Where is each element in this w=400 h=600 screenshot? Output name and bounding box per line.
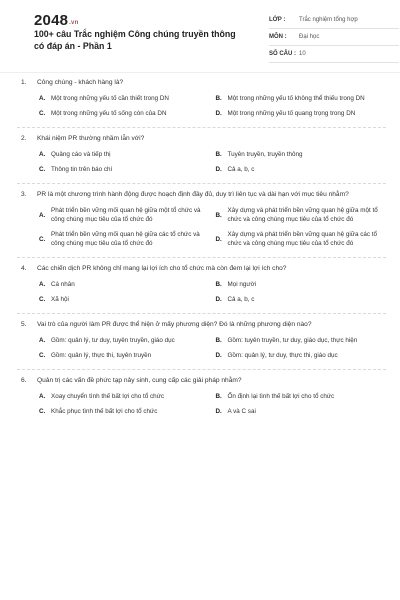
option-letter: D. [215, 235, 222, 243]
option-text: Một trong những yếu tố không thể thiếu trong DN [227, 95, 365, 102]
option-b[interactable] [216, 333, 387, 348]
option-letter: D. [215, 352, 222, 359]
option-letter: D. [215, 296, 222, 303]
option-text: Tuyên truyền, truyền thông [227, 151, 303, 158]
question [17, 78, 386, 128]
option-text: Xây dựng và phát triển bền vững quan hệ giữa một tổ chức và công chúng mục tiêu của tổ chức đó [227, 207, 378, 223]
option-text: Xây dựng và phát triển bền vững quan hệ giữa các tổ chức và công chúng mục tiêu của tổ chức đó [227, 231, 378, 247]
option-a[interactable] [39, 203, 210, 227]
option-letter: A. [39, 151, 46, 158]
option-c[interactable] [39, 404, 210, 419]
option-text: Xã hội [51, 296, 69, 303]
question-number: 3. [21, 191, 27, 198]
option-c[interactable] [39, 348, 210, 363]
option-letter: D. [215, 166, 222, 173]
option-text: Mọi người [227, 281, 257, 288]
question-number: 6. [21, 377, 27, 384]
question-text: Khái niệm PR thường nhầm lẫn với? [37, 135, 145, 142]
option-letter: A. [39, 211, 46, 219]
meta-table [269, 12, 399, 63]
option-text: Một trong những yếu tố sống còn của DN [51, 110, 167, 117]
option-text: Gồm: quản lý, tư duy, thực thi, giáo dục [227, 352, 338, 359]
option-letter: C. [39, 296, 46, 303]
option-text: Một trong những yếu tố cần thiết trong DN [51, 95, 169, 102]
option-a[interactable] [39, 333, 210, 348]
option-b[interactable] [216, 147, 387, 162]
option-text: Cả a, b, c [227, 296, 255, 303]
option-text: Thông tin trên báo chí [51, 166, 113, 173]
question [17, 190, 386, 258]
option-b[interactable] [216, 91, 387, 106]
option-letter: A. [39, 337, 46, 344]
option-letter: C. [39, 110, 46, 117]
option-a[interactable] [39, 277, 210, 292]
question [17, 320, 386, 370]
meta-value: Trắc nghiệm tổng hợp [299, 17, 358, 23]
option-a[interactable] [39, 91, 210, 106]
meta-row-count [269, 46, 399, 63]
logo-suffix: .vn [69, 20, 79, 26]
question-text: Vai trò của người làm PR được thể hiện ở mấy phương diện? Đó là những phương diện nào? [37, 321, 312, 328]
option-b[interactable] [216, 203, 387, 227]
header [17, 0, 383, 70]
question-number: 2. [21, 135, 27, 142]
option-c[interactable] [39, 292, 210, 307]
question-text: Các chiến dịch PR không chỉ mang lại lợi ích cho tổ chức mà còn đem lại lợi ích cho? [37, 265, 287, 272]
site-logo[interactable] [34, 12, 78, 29]
option-letter: B. [215, 393, 222, 400]
question-number: 5. [21, 321, 27, 328]
option-c[interactable] [39, 227, 210, 251]
option-text: Gồm: quản lý, thực thi, tuyên truyền [51, 352, 152, 359]
option-letter: A. [39, 95, 46, 102]
meta-key: MÔN : [269, 34, 287, 40]
option-text: Phát triển bền vững mối quan hệ giữa các tổ chức và công chúng mục tiêu của tổ chức đó [51, 231, 200, 247]
option-letter: B. [215, 95, 222, 102]
question [17, 264, 386, 314]
option-d[interactable] [216, 106, 387, 121]
option-b[interactable] [216, 389, 387, 404]
option-a[interactable] [39, 147, 210, 162]
option-d[interactable] [216, 348, 387, 363]
option-d[interactable] [216, 227, 387, 251]
option-letter: A. [39, 281, 46, 288]
meta-key: LỚP : [269, 17, 286, 23]
page-title: 100+ câu Trắc nghiệm Công chúng truyền thông có đáp án - Phần 1 [34, 29, 236, 51]
option-letter: C. [39, 408, 46, 415]
question [17, 376, 386, 425]
option-text: Gồm: tuyên truyền, tư duy, giáo dục, thực hiện [227, 337, 358, 344]
question-text: Quản trị các vấn đề phức tạp nảy sinh, cung cấp các giải pháp nhằm? [37, 377, 242, 384]
meta-key: SỐ CÂU : [269, 51, 296, 57]
option-d[interactable] [216, 404, 387, 419]
option-text: Ổn định lại tình thế bất lợi cho tổ chức [227, 393, 335, 400]
question-number: 1. [21, 79, 27, 86]
meta-value: Đại học [299, 34, 320, 40]
option-d[interactable] [216, 162, 387, 177]
option-text: Gồm: quản lý, tư duy, tuyên truyền, giáo dục [51, 337, 175, 344]
meta-row-class [269, 12, 399, 29]
option-letter: B. [215, 337, 222, 344]
option-text: Cá nhân [51, 281, 75, 288]
option-letter: C. [39, 235, 46, 243]
option-text: Quảng cáo và tiếp thị [51, 151, 111, 158]
option-text: Một trong những yếu tố quang trọng trong DN [227, 110, 356, 117]
option-text: Cả a, b, c [227, 166, 255, 173]
option-d[interactable] [216, 292, 387, 307]
meta-row-subject [269, 29, 399, 46]
question-number: 4. [21, 265, 27, 272]
question [17, 134, 386, 184]
option-letter: D. [215, 408, 222, 415]
option-letter: C. [39, 166, 46, 173]
option-a[interactable] [39, 389, 210, 404]
option-letter: C. [39, 352, 46, 359]
option-letter: D. [215, 110, 222, 117]
option-text: Xoay chuyển tình thế bất lợi cho tổ chức [51, 393, 165, 400]
option-c[interactable] [39, 106, 210, 121]
option-text: Phát triển bền vững mối quan hệ giữa một tổ chức và công chúng mục tiêu của tổ chức đó [51, 207, 201, 223]
option-c[interactable] [39, 162, 210, 177]
option-text: A và C sai [227, 408, 256, 415]
option-letter: B. [215, 211, 222, 219]
option-letter: B. [215, 151, 222, 158]
option-b[interactable] [216, 277, 387, 292]
question-list [17, 78, 386, 431]
option-letter: A. [39, 393, 46, 400]
header-divider [0, 72, 400, 73]
meta-value: 10 [299, 51, 306, 57]
option-text: Khắc phục tình thế bất lợi cho tổ chức [51, 408, 158, 415]
option-letter: B. [215, 281, 222, 288]
logo-text: 2048 [34, 12, 69, 29]
question-text: PR là một chương trình hành động được hoạch định đầy đủ, duy trì liên tục và dài hạn với mục tiêu nhằm? [37, 191, 349, 198]
question-text: Công chúng - khách hàng là? [37, 79, 124, 86]
